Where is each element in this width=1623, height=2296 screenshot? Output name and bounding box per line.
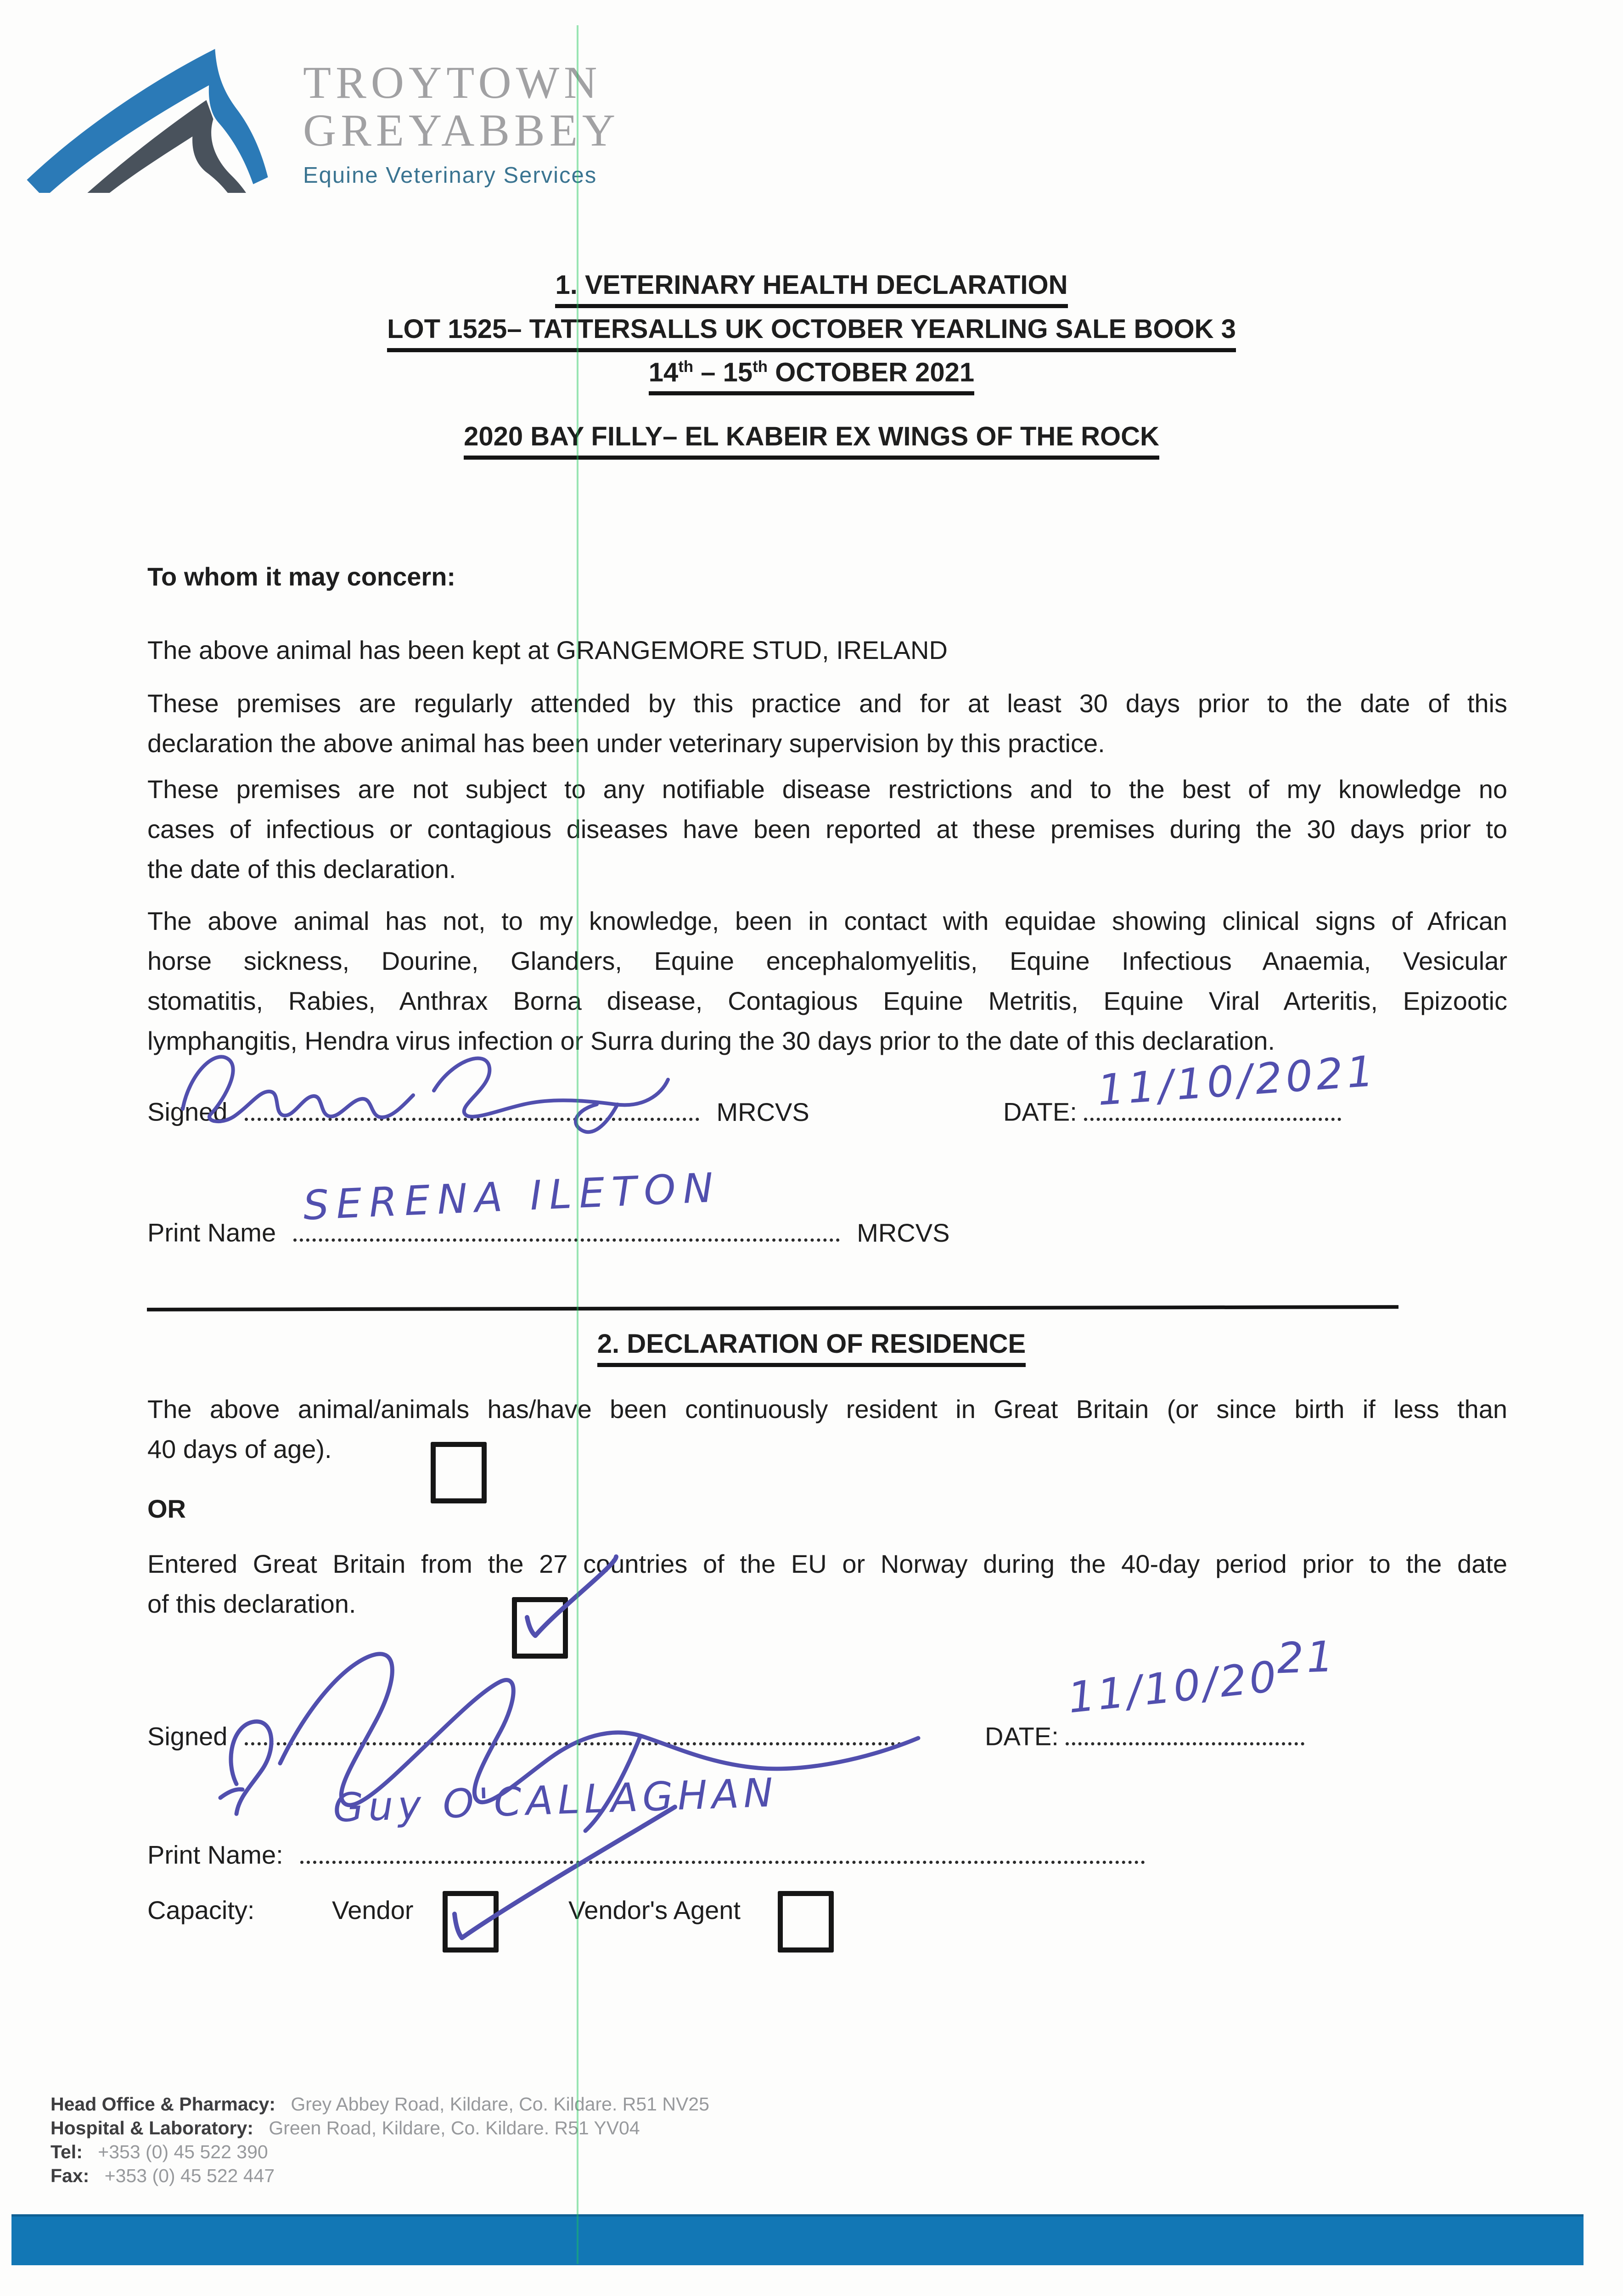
print-name-label-1: Print Name	[147, 1218, 276, 1247]
premises-attended-paragraph: These premises are regularly attended by this practice and for at least 30 days prior to the date of this declaration the above animal has been under veterinary supervision by this practice.	[147, 689, 1507, 758]
section1-title: 1. VETERINARY HEALTH DECLARATION	[0, 272, 1623, 308]
date-value-1: 11/10/2021	[1095, 1046, 1379, 1115]
mrcvs-label-2: MRCVS	[857, 1218, 950, 1247]
logo-tagline: Equine Veterinary Services	[303, 163, 597, 188]
print-name-label-2: Print Name:	[147, 1840, 283, 1869]
capacity-label: Capacity:	[147, 1896, 255, 1925]
horse-icon	[13, 37, 298, 193]
logo-name-line1: TROYTOWN	[303, 57, 602, 108]
vendor-label: Vendor	[332, 1896, 414, 1925]
horse-description-line: 2020 BAY FILLY– EL KABEIR EX WINGS OF THE ROCK	[0, 423, 1623, 460]
logo-horse-mark	[13, 37, 298, 193]
vendor-tick-icon	[436, 1791, 693, 1952]
footer-row-fax: Fax: +353 (0) 45 522 447	[51, 2165, 275, 2186]
logo-wordmark	[303, 59, 620, 187]
signed-label-2: Signed	[147, 1722, 228, 1751]
vet-signature	[165, 1035, 680, 1141]
date-value-2: 11/10/2021	[1065, 1632, 1337, 1723]
footer-row-head-office: Head Office & Pharmacy: Grey Abbey Road, Kildare, Co. Kildare. R51 NV25	[51, 2093, 709, 2115]
print-name-line-2	[300, 1837, 1145, 1864]
entered-gb-option-paragraph: Entered Great Britain from the 27 countries of the EU or Norway during the 40-day period prior to the date of this declaration.	[147, 1549, 1507, 1618]
footer-row-tel: Tel: +353 (0) 45 522 390	[51, 2141, 268, 2162]
no-contact-paragraph: The above animal has not, to my knowledge, been in contact with equidae showing clinical signs of African horse sickness, Dourine, Glanders, Equine encephalomyelitis, Equine Infectious Anaemia, Vesicular stomatitis, Rabies, Anthrax Borna disease, Contagious Equine Metritis, Equine Viral Arteritis, Epizootic lymphangitis, Hendra virus infection or Surra during the 30 days prior to the date of this declaration.	[147, 906, 1507, 1055]
date-row-2	[985, 1718, 1304, 1750]
sale-dates-line: 14th – 15th OCTOBER 2021	[0, 359, 1623, 395]
vendor-agent-label: Vendor's Agent	[568, 1896, 741, 1925]
scan-artifact-line	[577, 25, 578, 2264]
footer-row-hospital: Hospital & Laboratory: Green Road, Kildare, Co. Kildare. R51 YV04	[51, 2117, 640, 2138]
capacity-row	[0, 1891, 1623, 1951]
date-line-2	[1066, 1718, 1304, 1745]
print-name-value-2: Guy O'CALLAGHAN	[332, 1770, 779, 1831]
footer-blue-bar	[11, 2214, 1584, 2265]
date-label-2: DATE:	[985, 1722, 1059, 1751]
no-restrictions-paragraph: These premises are not subject to any notifiable disease restrictions and to the best of my knowledge no cases of infectious or contagious diseases have been reported at these premises during the 30 days prior to the date of this declaration.	[147, 775, 1507, 884]
logo-name-line2: GREYABBEY	[303, 105, 620, 156]
section2-title: 2. DECLARATION OF RESIDENCE	[0, 1331, 1623, 1367]
vendor-agent-checkbox[interactable]	[778, 1891, 834, 1953]
salutation: To whom it may concern:	[147, 562, 456, 591]
resident-option-paragraph: The above animal/animals has/have been continuously resident in Great Britain (or since birth if less than 40 days of age).	[147, 1395, 1507, 1463]
print-name-row-1	[147, 1215, 949, 1246]
kept-at-paragraph: The above animal has been kept at GRANGEMORE STUD, IRELAND	[147, 636, 948, 664]
print-name-value-1: SERENA ILETON	[302, 1164, 722, 1229]
mrcvs-label-1: MRCVS	[716, 1097, 809, 1126]
section-divider	[147, 1305, 1398, 1311]
footer-contact-block	[51, 2092, 709, 2188]
or-label: OR	[147, 1494, 186, 1523]
date-label-1: DATE:	[1003, 1097, 1077, 1126]
section1-subtitle: LOT 1525– TATTERSALLS UK OCTOBER YEARLING SALE BOOK 3	[0, 316, 1623, 352]
signed-label-1: Signed	[147, 1097, 228, 1126]
